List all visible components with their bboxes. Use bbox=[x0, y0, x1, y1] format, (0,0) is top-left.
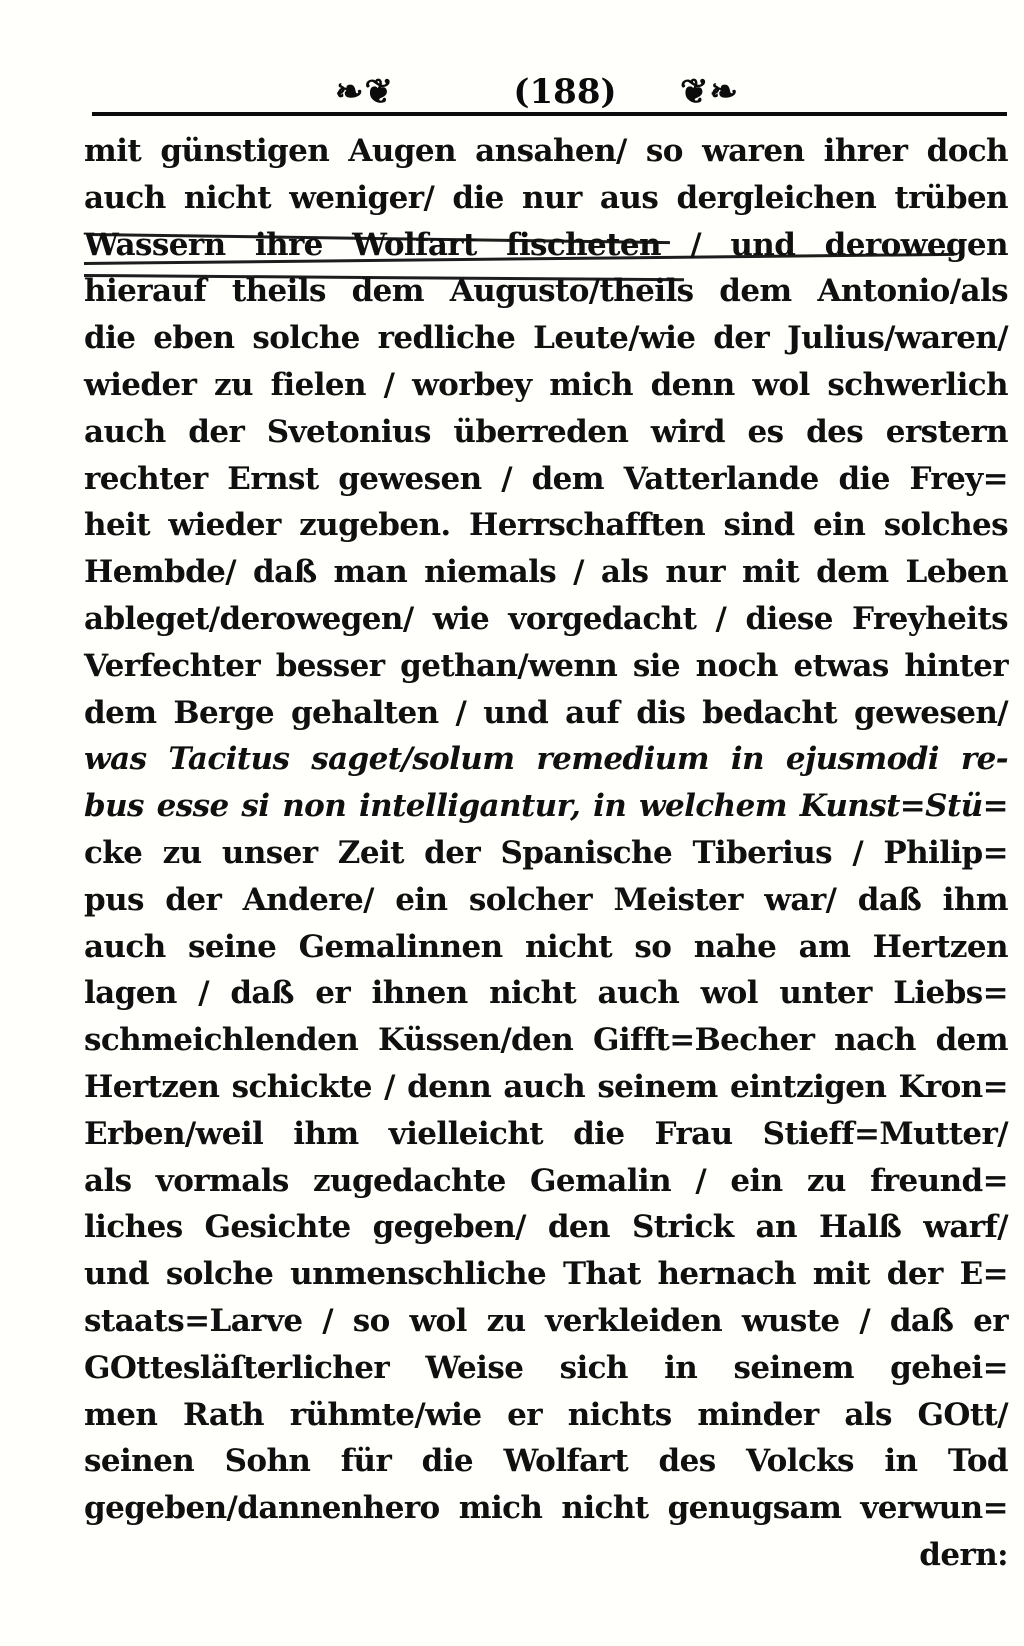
catchword: dern: bbox=[919, 1536, 1008, 1573]
ornament-right-icon: ❦❧ bbox=[680, 72, 739, 112]
text-line-latin: bus esse si non intelligantur, in welchem Kunst=Stü= bbox=[84, 788, 1008, 825]
text-line: und solche unmenschliche That hernach mit der E= bbox=[84, 1256, 1008, 1293]
text-line: Verfechter besser gethan/wenn sie noch etwas hinter bbox=[84, 647, 1008, 684]
text-line: GOttesläſterlicher Weise sich in seinem gehei= bbox=[84, 1349, 1008, 1386]
ornament-left-icon: ❧❦ bbox=[335, 72, 394, 112]
header-rule bbox=[92, 112, 1007, 116]
text-line: ableget/derowegen/ wie vorgedacht / diese Freyheits bbox=[84, 600, 1008, 637]
text-line: mit günstigen Augen ansahen/ so waren ihrer doch bbox=[84, 133, 1008, 169]
text-line-latin: was Tacitus saget/solum remedium in ejusmodi re- bbox=[84, 741, 1008, 778]
text-line: Hembde/ daß man niemals / als nur mit dem Leben bbox=[84, 554, 1008, 591]
text-line: heit wieder zugeben. Herrschafften sind ein solches bbox=[84, 507, 1008, 544]
text-line: seinen Sohn für die Wolfart des Volcks in Tod bbox=[84, 1443, 1008, 1480]
text-line: die eben solche redliche Leute/wie der Julius/waren/ bbox=[84, 320, 1008, 357]
text-line: auch seine Gemalinnen nicht so nahe am Hertzen bbox=[84, 928, 1008, 965]
text-line: Erben/weil ihm vielleicht die Frau Stieff=Mutter/ bbox=[84, 1115, 1008, 1152]
text-line: Wassern ihre Wolfart fischeten / und derowegen bbox=[84, 226, 1008, 263]
text-line: auch der Svetonius überreden wird es des erstern bbox=[84, 413, 1008, 450]
text-line: schmeichlenden Küssen/den Gifft=Becher nach dem bbox=[84, 1022, 1008, 1059]
text-line: staats=Larve / so wol zu verkleiden wuste / daß er bbox=[84, 1302, 1008, 1339]
text-line: men Rath rühmte/wie er nichts minder als GOtt/ bbox=[84, 1396, 1008, 1433]
text-line: rechter Ernst gewesen / dem Vatterlande die Frey= bbox=[84, 460, 1008, 497]
text-line: Hertzen schickte / denn auch seinem eintzigen Kron= bbox=[84, 1068, 1008, 1105]
text-line: lagen / daß er ihnen nicht auch wol unter Liebs= bbox=[84, 975, 1008, 1012]
text-line: pus der Andere/ ein solcher Meister war/ daß ihm bbox=[84, 881, 1008, 918]
body-text bbox=[84, 128, 1008, 1579]
text-line: wieder zu fielen / worbey mich denn wol schwerlich bbox=[84, 366, 1008, 403]
page-header bbox=[90, 70, 1005, 118]
text-line: dem Berge gehalten / und auf dis bedacht gewesen/ bbox=[84, 694, 1008, 731]
text-line: auch nicht weniger/ die nur aus dergleichen trüben bbox=[84, 179, 1008, 216]
text-line: als vormals zugedachte Gemalin / ein zu freund= bbox=[84, 1162, 1008, 1199]
text-line: hierauf theils dem Augusto/theils dem Antonio/als bbox=[84, 273, 1008, 310]
page-number: (188) bbox=[513, 72, 617, 112]
text-line: gegeben/dannenhero mich nicht genugsam verwun= bbox=[84, 1490, 1008, 1527]
text-line: liches Gesichte gegeben/ den Strick an Halß warf/ bbox=[84, 1209, 1008, 1246]
text-line: cke zu unser Zeit der Spanische Tiberius / Philip= bbox=[84, 834, 1008, 871]
